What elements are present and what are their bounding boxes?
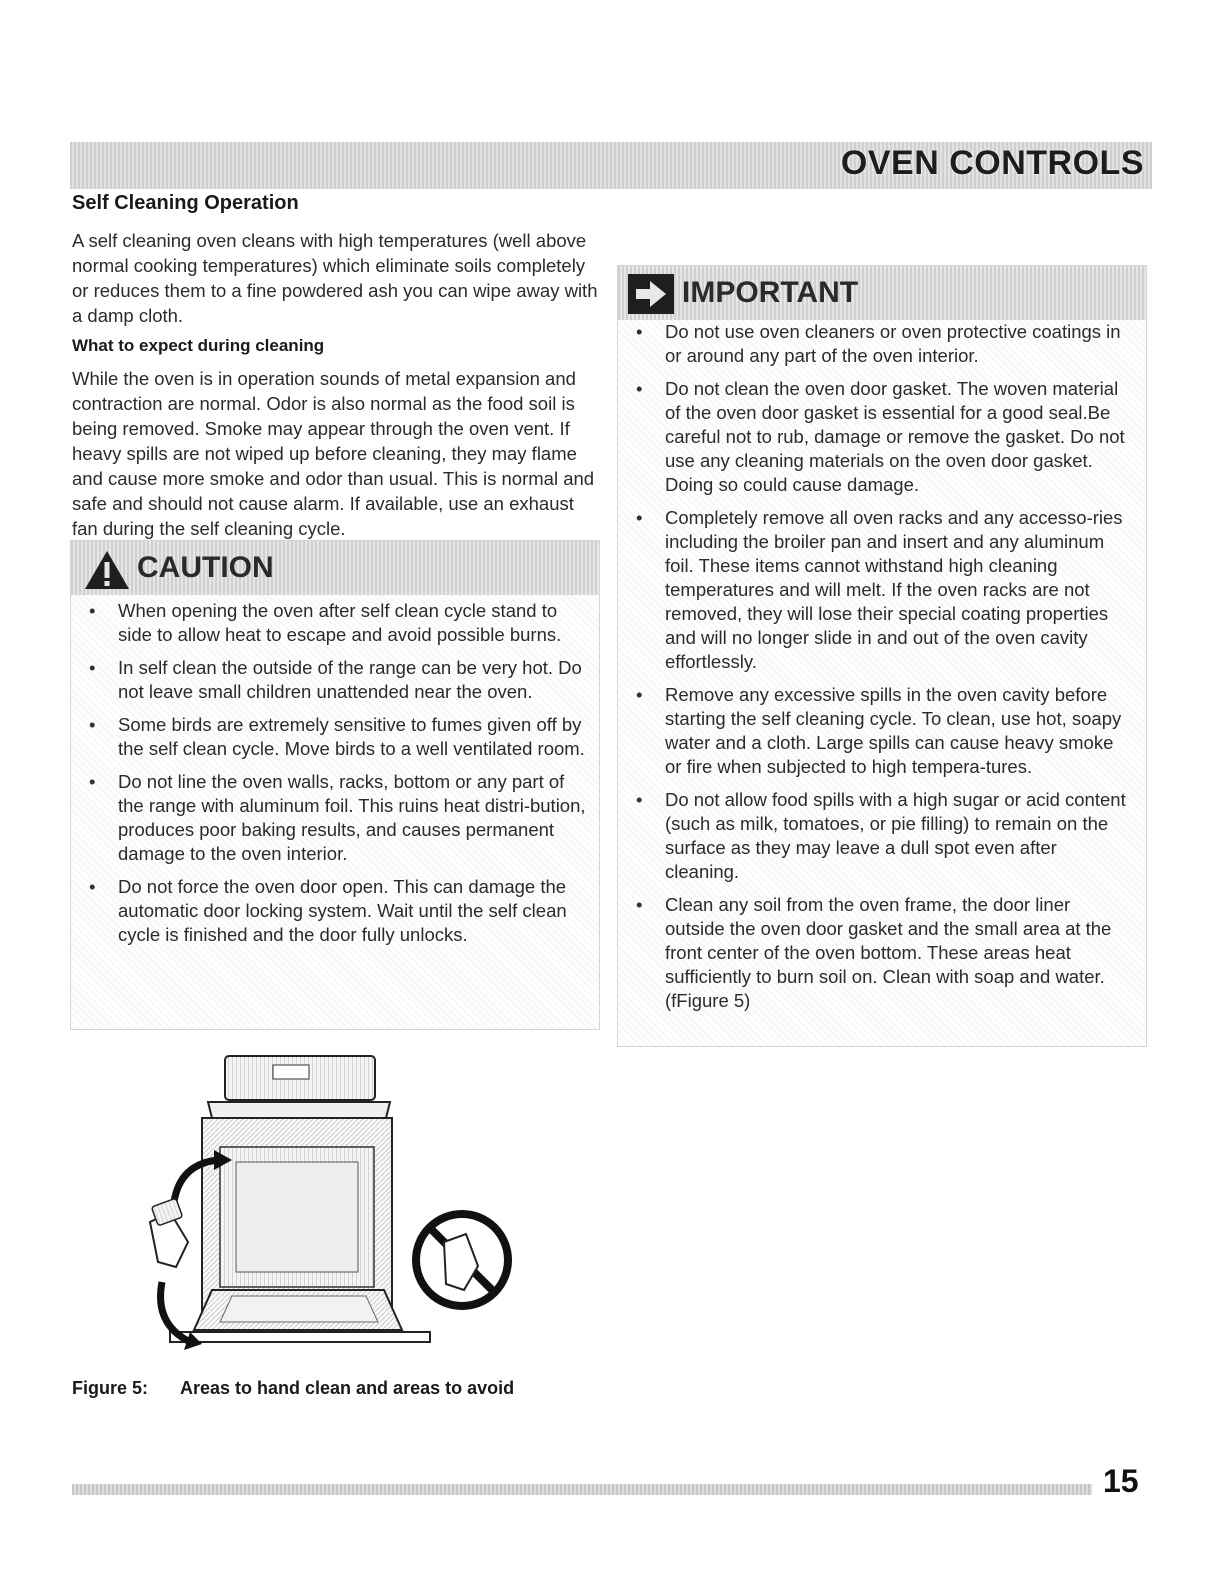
figure-number: Figure 5: [72, 1378, 149, 1398]
caution-item: • Do not line the oven walls, racks, bottom or any part of the range with aluminum foil. This ruins heat distri-bution, produces poor baking results, and causes permanent damage to the oven interior. [71, 770, 599, 866]
important-item: • Remove any excessive spills in the oven cavity before starting the self cleaning cycle. To clean, use hot, soapy water and a cloth. Large spills can cause heavy smoke or fire when subjected to high tempera-tures. [618, 683, 1146, 779]
figure-caption-text: Areas to hand clean and areas to avoid [180, 1378, 515, 1398]
caution-item: • Some birds are extremely sensitive to fumes given off by the self clean cycle. Move birds to a well ventilated room. [71, 713, 599, 761]
caution-item: • In self clean the outside of the range can be very hot. Do not leave small children unattended near the oven. [71, 656, 599, 704]
important-box [617, 265, 1147, 1047]
figure-caption [72, 1378, 514, 1399]
self-cleaning-heading: Self Cleaning Operation [72, 192, 299, 214]
important-item: • Clean any soil from the oven frame, the door liner outside the oven door gasket and the small area at the front center of the oven bottom. These areas heat sufficiently to burn soil on. Clean with soap and water. (fFigure 5) [618, 893, 1146, 1013]
caution-item: • When opening the oven after self clean cycle stand to side to allow heat to escape and avoid possible burns. [71, 599, 599, 647]
caution-label: CAUTION [137, 551, 274, 584]
caution-list [71, 599, 599, 956]
section-header-band [70, 142, 1152, 189]
important-list [618, 320, 1146, 1022]
important-item: • Do not clean the oven door gasket. The woven material of the oven door gasket is essential for a good seal.Be careful not to rub, damage or remove the gasket. Do not use any cleaning materials on the oven door gasket. Doing so could cause damage. [618, 377, 1146, 497]
caution-header [71, 541, 599, 595]
page-number: 15 [1103, 1463, 1139, 1499]
important-item: • Do not allow food spills with a high sugar or acid content (such as milk, tomatoes, or pie filling) to remain on the surface as they may leave a dull spot even after cleaning. [618, 788, 1146, 884]
expect-heading: What to expect during cleaning [72, 336, 325, 355]
warning-triangle-icon [83, 549, 131, 591]
arrow-right-icon [628, 274, 674, 314]
self-cleaning-intro: A self cleaning oven cleans with high temperatures (well above normal cooking temperatures) which eliminate soils completely or reduces them to a fine powdered ash you can wipe away with a damp cloth. [72, 230, 598, 326]
oven-illustration [140, 1052, 520, 1357]
important-label: IMPORTANT [682, 276, 859, 309]
expect-body: While the oven is in operation sounds of metal expansion and contraction are normal. Odor is also normal as the food soil is being removed. Smoke may appear through the oven vent. If heavy spills are not wiped up before cleaning, they may flame and cause more smoke and odor than usual. This is normal and safe and should not cause alarm. If available, use an exhaust fan during the self cleaning cycle. [72, 368, 595, 539]
section-title: OVEN CONTROLS [840, 144, 1144, 182]
important-item: • Do not use oven cleaners or oven protective coatings in or around any part of the oven interior. [618, 320, 1146, 368]
footer-band [72, 1484, 1092, 1495]
important-header [618, 266, 1146, 320]
caution-item: • Do not force the oven door open. This can damage the automatic door locking system. Wait until the self clean cycle is finished and the door fully unlocks. [71, 875, 599, 947]
caution-box [70, 540, 600, 1030]
important-item: • Completely remove all oven racks and any accesso-ries including the broiler pan and insert and any aluminum foil. These items cannot withstand high cleaning temperatures and will melt. If the oven racks are not removed, they will lose their special coating properties and will no longer slide in and out of the oven cavity effortlessly. [618, 506, 1146, 674]
